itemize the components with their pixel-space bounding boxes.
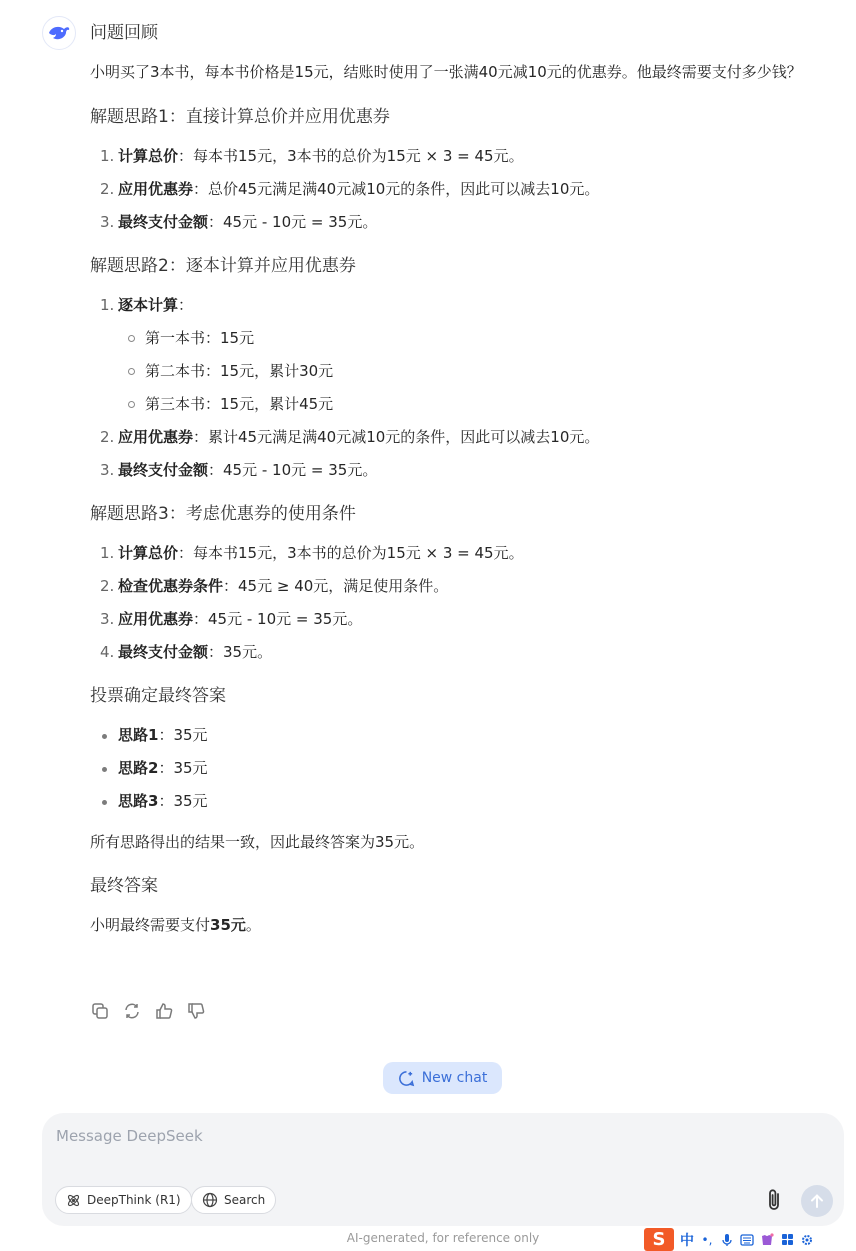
sub-list-item: 第三本书：15元，累计45元	[90, 388, 830, 421]
approach2-title: 解题思路2：逐本计算并应用优惠券	[90, 256, 356, 276]
skin-icon[interactable]	[760, 1233, 774, 1247]
deepthink-button[interactable]	[55, 1186, 192, 1214]
list-item: 2. 应用优惠券：累计45元满足满40元减10元的条件，因此可以减去10元。	[100, 428, 600, 446]
new-chat-label: New chat	[421, 1070, 488, 1086]
ime-toolbar	[644, 1228, 856, 1251]
list-item: 1. 逐本计算：	[100, 296, 194, 314]
list-item: 1. 计算总价：每本书15元，3本书的总价为15元 × 3 = 45元。	[100, 147, 524, 165]
sub-list-item: 第二本书：15元，累计30元	[90, 355, 830, 388]
microphone-icon[interactable]	[720, 1233, 734, 1247]
list-item: 思路1：35元	[90, 719, 830, 752]
bullet-icon	[102, 734, 107, 739]
list-item: 2. 检查优惠券条件：45元 ≥ 40元，满足使用条件。	[100, 577, 449, 595]
settings-icon[interactable]	[800, 1233, 814, 1247]
search-label: Search	[224, 1193, 266, 1207]
list-item: 3. 应用优惠券：45元 - 10元 = 35元。	[100, 610, 363, 628]
disclaimer-text: AI-generated, for reference only	[346, 1231, 540, 1245]
attach-icon[interactable]	[762, 1186, 786, 1214]
circle-bullet-icon	[128, 335, 135, 342]
circle-bullet-icon	[128, 401, 135, 408]
ime-language-toggle[interactable]: 中	[680, 1232, 694, 1249]
circle-bullet-icon	[128, 368, 135, 375]
final-title: 最终答案	[90, 876, 158, 896]
approach2-list	[90, 289, 830, 487]
approach1-title: 解题思路1：直接计算总价并应用优惠券	[90, 107, 390, 127]
bullet-icon	[102, 767, 107, 772]
list-item: 1. 计算总价：每本书15元，3本书的总价为15元 × 3 = 45元。	[100, 544, 524, 562]
atom-icon	[66, 1193, 81, 1208]
keyboard-icon[interactable]	[740, 1233, 754, 1247]
bullet-icon	[102, 800, 107, 805]
send-button[interactable]	[801, 1185, 833, 1217]
new-chat-button[interactable]	[383, 1062, 502, 1094]
final-answer-text: 小明最终需要支付35元。	[90, 916, 261, 934]
page-title: 问题回顾	[90, 23, 158, 43]
vote-list	[90, 719, 830, 818]
sub-list-item: 第一本书：15元	[90, 322, 830, 355]
vote-title: 投票确定最终答案	[90, 686, 226, 706]
deepthink-label: DeepThink (R1)	[87, 1193, 181, 1207]
sogou-logo-icon[interactable]: S	[644, 1228, 674, 1251]
toolbox-icon[interactable]	[780, 1233, 794, 1247]
list-item: 4. 最终支付金额：35元。	[100, 643, 273, 661]
vote-conclusion: 所有思路得出的结果一致，因此最终答案为35元。	[90, 833, 425, 851]
final-amount: 35元	[210, 916, 246, 934]
thumbs-down-icon[interactable]	[186, 1000, 206, 1022]
globe-icon	[202, 1192, 218, 1208]
arrow-up-icon	[809, 1193, 825, 1209]
list-item: 2. 应用优惠券：总价45元满足满40元减10元的条件，因此可以减去10元。	[100, 180, 600, 198]
approach3-title: 解题思路3：考虑优惠券的使用条件	[90, 504, 356, 524]
whale-logo-icon	[47, 23, 71, 43]
list-item: 3. 最终支付金额：45元 - 10元 = 35元。	[100, 213, 378, 231]
approach1-list	[90, 140, 830, 239]
approach3-list	[90, 537, 830, 669]
new-chat-icon	[398, 1070, 415, 1087]
search-button[interactable]	[191, 1186, 276, 1214]
list-item: 3. 最终支付金额：45元 - 10元 = 35元。	[100, 461, 378, 479]
answer-content	[90, 58, 830, 940]
message-actions	[90, 1000, 206, 1022]
question-text: 小明买了3本书，每本书价格是15元，结账时使用了一张满40元减10元的优惠券。他最终需要支付多少钱？	[90, 63, 802, 81]
message-input[interactable]	[56, 1127, 756, 1157]
deepseek-avatar	[42, 16, 76, 50]
thumbs-up-icon[interactable]	[154, 1000, 174, 1022]
message-composer	[42, 1113, 844, 1226]
regenerate-icon[interactable]	[122, 1000, 142, 1022]
ime-punctuation-toggle[interactable]: •,	[701, 1232, 713, 1247]
copy-icon[interactable]	[90, 1000, 110, 1022]
list-item: 思路3：35元	[90, 785, 830, 818]
list-item: 思路2：35元	[90, 752, 830, 785]
